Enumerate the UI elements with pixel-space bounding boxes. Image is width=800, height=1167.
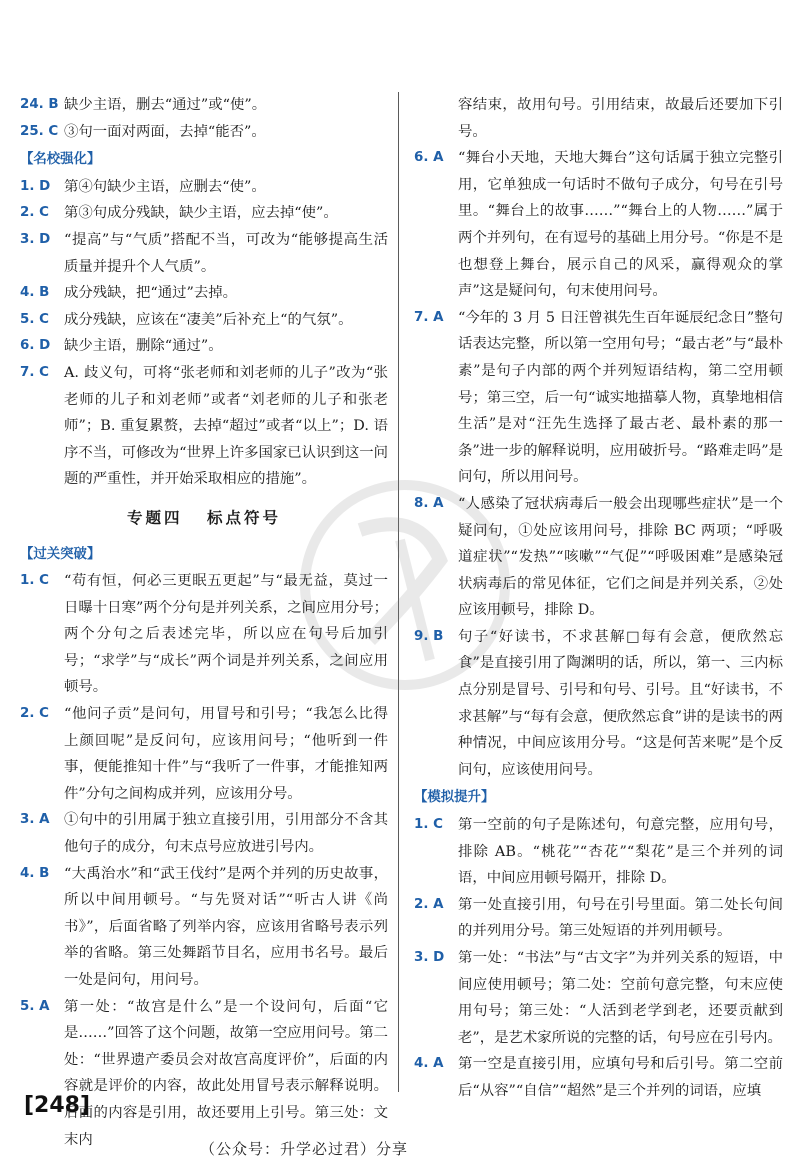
footer-text: （公众号：升学必过君）分享 <box>200 1140 409 1158</box>
answer-item <box>20 174 388 201</box>
answer-text: “今年的 3 月 5 日汪曾祺先生百年诞辰纪念日”整句话表达完整，所以第一空用句号；“最古老”与“最朴素”是句子内部的两个并列短语结构，第二空用顿号；第三空，后一句“诚实地描摹人物，真挚地相信生活”是对“汪先生选择了最古老、最朴素的那一条”进一步的解释说明，应用破折号。“路难走吗”是问句，所以用问号。 <box>458 309 783 486</box>
answer-item <box>20 360 388 493</box>
section-guoguan: 【过关突破】 <box>20 546 101 562</box>
answer-item <box>20 200 388 227</box>
right-column <box>414 92 783 1105</box>
answer-number: 4. B <box>20 285 50 301</box>
answer-number: 2. A <box>414 896 444 912</box>
answer-text: 缺少主语，删除“通过”。 <box>64 338 223 355</box>
answer-number: 5. C <box>20 311 49 327</box>
answer-number: 8. A <box>414 495 444 511</box>
answer-number: 1. D <box>20 178 51 194</box>
answer-text: A. 歧义句，可将“张老师和刘老师的儿子”改为“张老师的儿子和刘老师”或者“刘老师的儿子和张老师”；B. 重复累赘，去掉“超过”或者“以上”；D. 语序不当，可修改为“世界上许多国家已认识到这一问题的严重性，并开始采取相应的措施”。 <box>64 364 388 488</box>
answer-number: 3. A <box>20 812 50 828</box>
answer-item <box>20 280 388 307</box>
answer-number: 1. C <box>20 573 49 589</box>
left-top-list <box>20 92 388 145</box>
answer-item <box>20 307 388 334</box>
answer-text: 第一处：“故宫是什么”是一个设问句，后面“它是……”回答了这个问题，故第一空应用问号。第二处：“世界遗产委员会对故宫高度评价”，后面的内容就是评价的内容，故此处用冒号表示解释说明。后面的内容是引用，故还要用上引号。第三处：文末内 <box>64 998 388 1148</box>
answer-text: ①句中的引用属于独立直接引用，引用部分不含其他句子的成分，句末点号应放进引号内。 <box>64 812 388 856</box>
answer-text: “舞台小天地，天地大舞台”这句话属于独立完整引用，它单独成一句话时不做句子成分，句号在引号里。“舞台上的故事……”“舞台上的人物……”属于两个并列句，在有逗号的基础上用分号。“你是不是也想登上舞台，展示自己的风采，赢得观众的掌声”这是疑问句，句末使用问号。 <box>458 150 783 300</box>
answer-text: “人感染了冠状病毒后一般会出现哪些症状”是一个疑问句，①处应该用问号，排除 BC 两项；“呼吸道症状”“发热”“咳嗽”“气促”“呼吸困难”是感染冠状病毒后的常见体征，它们之间是并列关系，②处应该用顿号，排除 D。 <box>458 495 783 619</box>
answer-number: 3. D <box>414 950 445 965</box>
mingxiao-list <box>20 174 388 493</box>
answer-text: 第④句缺少主语，应删去“使”。 <box>64 178 266 195</box>
answer-item <box>20 994 388 1154</box>
answer-text: “苟有恒，何必三更眠五更起”与“最无益，莫过一日曝十日寒”两个分句是并列关系，之间应用分号；两个分句之后表述完毕，所以应在句号后加引号；“求学”与“成长”两个词是并列关系，之间应用顿号。 <box>64 573 388 696</box>
answer-text: 成分残缺，把“通过”去掉。 <box>64 285 238 302</box>
answer-item <box>414 491 783 624</box>
answer-text: 第③句成分残缺，缺少主语，应去掉“使”。 <box>64 205 338 222</box>
answer-number: 3. D <box>20 231 51 247</box>
answer-item <box>20 701 388 807</box>
guoguan-list <box>20 568 388 1153</box>
answer-text: 第一空是直接引用，应填句号和后引号。第二空前后“从容”“自信”“超然”是三个并列的词语，应填 <box>458 1056 783 1099</box>
answer-number: 2. C <box>20 706 49 722</box>
answer-number: 4. B <box>20 865 50 881</box>
answer-number: 25. C <box>20 123 59 139</box>
answer-item <box>20 227 388 280</box>
answer-item <box>414 1051 783 1104</box>
answer-item <box>414 145 783 305</box>
answer-number: 24. B <box>20 97 59 112</box>
answer-item <box>20 568 388 701</box>
answer-number: 1. C <box>414 817 443 833</box>
column-divider <box>398 92 399 1092</box>
topic-number: 专题四 <box>127 507 183 527</box>
page-number: [248] <box>24 1093 91 1118</box>
answer-text: “大禹治水”和“武王伐纣”是两个并列的历史故事，所以中间用顿号。“与先贤对话”“听古人讲《尚书》”，后面省略了列举内容，应该用省略号表示列举的省略。第三处舞蹈节目名，应用书名号。最后一处是问句，用问号。 <box>64 865 388 988</box>
answer-number: 4. A <box>414 1056 444 1072</box>
answer-text: 缺少主语，删去“通过”或“使”。 <box>64 97 267 113</box>
section-moni: 【模拟提升】 <box>414 790 495 806</box>
answer-item <box>414 945 783 1051</box>
continuation-text: 容结束，故用句号。引用结束，故最后还要加下引号。 <box>458 97 783 140</box>
answer-number: 7. C <box>20 364 49 380</box>
answer-item <box>414 812 783 892</box>
topic-heading <box>20 505 388 532</box>
answer-text: 句子“好读书，不求甚解□每有会意，便欣然忘食”是直接引用了陶渊明的话，所以，第一、三内标点分别是冒号、引号和句号、引号。且“好读书，不求甚解”与“每有会意，便欣然忘食”讲的是读书的两种情况，中间应该用分号。“这是何苦来呢”是个反问句，应该使用问号。 <box>458 628 783 778</box>
answer-text: “他问子贡”是问句，用冒号和引号；“我怎么比得上颜回呢”是反问句，应该用问号；“他听到一件事，便能推知十件”与“我听了一件事，才能推知两件”分句之间构成并列，应该用分号。 <box>64 706 388 802</box>
answer-number: 6. A <box>414 150 444 166</box>
answer-text: ③句一面对两面，去掉“能否”。 <box>64 123 266 140</box>
answer-item <box>414 892 783 945</box>
answer-text: “提高”与“气质”搭配不当，可改为“能够提高生活质量并提升个人气质”。 <box>64 231 388 275</box>
section-mingxiao: 【名校强化】 <box>20 152 101 168</box>
answer-text: 第一空前的句子是陈述句，句意完整，应用句号，排除 AB。“桃花”“杏花”“梨花”是三个并列的词语，中间应用顿号隔开，排除 D。 <box>458 817 783 887</box>
answer-text: 第一处直接引用，句号在引号里面。第二处长句间的并列用分号。第三处短语的并列用顿号。 <box>458 896 783 940</box>
answer-item <box>20 92 388 119</box>
right-list <box>414 145 783 783</box>
answer-item <box>20 119 388 146</box>
answer-text: 第一处：“书法”与“古文字”为并列关系的短语，中间应使用顿号；第二处：空前句意完整，句末应使用句号；第三处：“人活到老学到老，还要贡献到老”，是艺术家所说的完整的话，句号应在引号内。 <box>458 950 783 1046</box>
moni-list <box>414 812 783 1105</box>
answer-number: 2. C <box>20 205 49 221</box>
answer-item <box>20 333 388 360</box>
answer-item <box>414 305 783 491</box>
answer-number: 7. A <box>414 309 444 325</box>
answer-item <box>414 624 783 784</box>
topic-title: 标点符号 <box>206 507 281 527</box>
answer-item <box>20 807 388 860</box>
answer-text: 成分残缺，应该在“凄美”后补充上“的气氛”。 <box>64 311 353 328</box>
left-column <box>20 92 388 1153</box>
answer-number: 9. B <box>414 628 444 644</box>
answer-number: 6. D <box>20 338 51 354</box>
answer-item <box>20 861 388 994</box>
answer-number: 5. A <box>20 998 50 1014</box>
